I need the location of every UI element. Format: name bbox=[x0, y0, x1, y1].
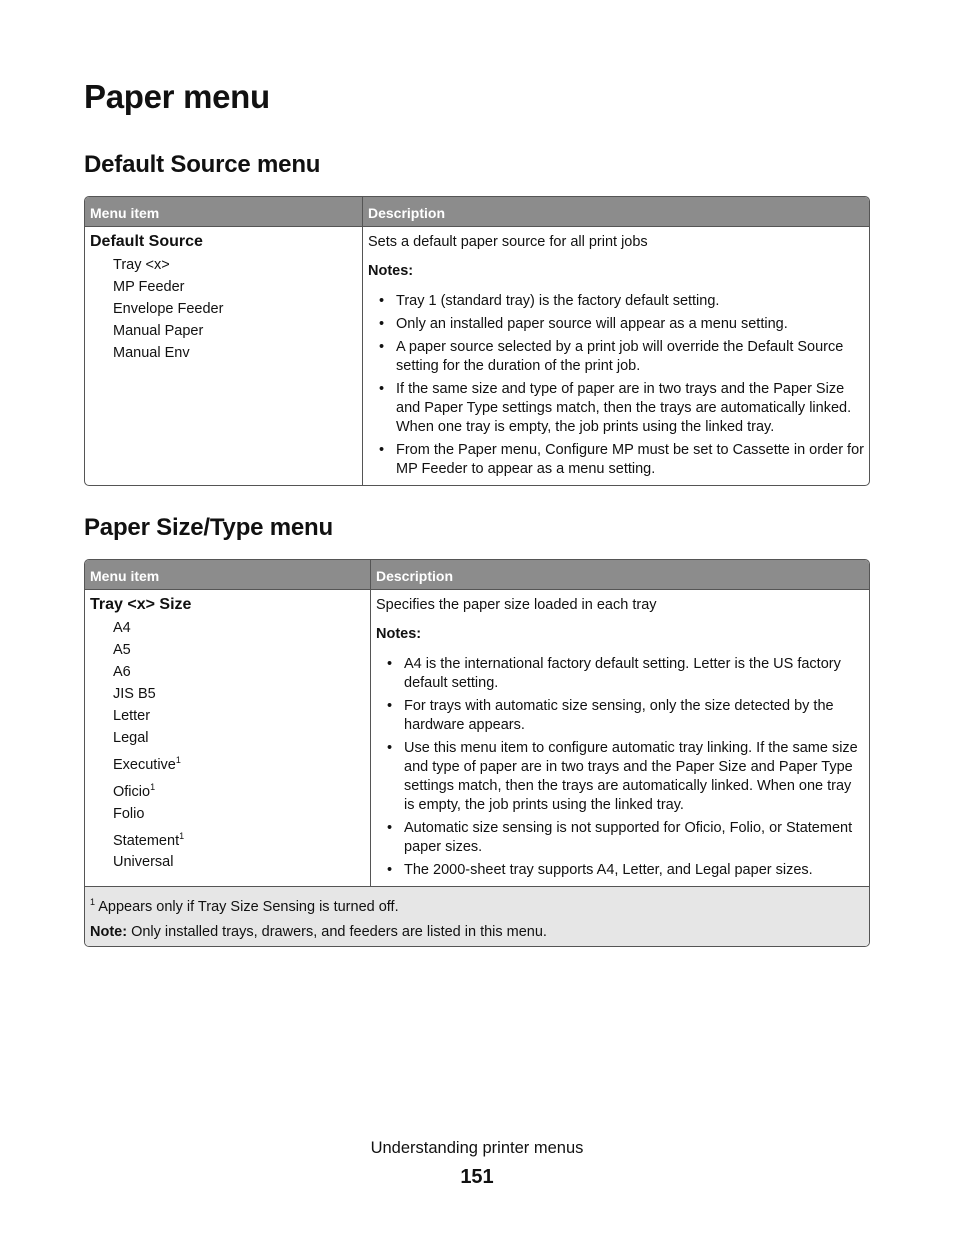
note-item bbox=[376, 697, 865, 735]
footnote-marker: 1 bbox=[175, 755, 181, 765]
table-header bbox=[85, 560, 869, 589]
page-title: Paper menu bbox=[84, 78, 270, 115]
note-text: A4 is the international factory default setting. Letter is the US factory default setting. bbox=[404, 656, 841, 691]
footnote bbox=[90, 893, 864, 917]
option-item: JIS B5 bbox=[113, 686, 156, 702]
notes-label: Notes: bbox=[376, 626, 422, 642]
note-text: Only an installed paper source will appear as a menu setting. bbox=[396, 316, 788, 332]
bullet-icon: • bbox=[387, 656, 393, 672]
option-item: Envelope Feeder bbox=[113, 301, 224, 317]
bullet-icon: • bbox=[387, 862, 393, 878]
item-title: Tray <x> Size bbox=[90, 596, 192, 613]
bullet-icon: • bbox=[379, 316, 385, 332]
section-heading-paper-size-type: Paper Size/Type menu bbox=[84, 514, 333, 541]
option-item: Letter bbox=[113, 708, 151, 724]
option-item: A4 bbox=[113, 620, 131, 636]
note-item bbox=[376, 861, 865, 880]
menu-item-cell bbox=[85, 590, 370, 886]
option-item: Tray <x> bbox=[113, 257, 170, 273]
note-text: A paper source selected by a print job will override the Default Source setting for the duration of the print job. bbox=[396, 339, 844, 374]
footer-section-title: Understanding printer menus bbox=[370, 1139, 584, 1157]
note-text: Use this menu item to configure automatic tray linking. If the same size and type of paper are in two trays and the Paper Size and Paper Type settings match, then the trays are automatically linked. When one tray is empty, the job prints using the linked tray. bbox=[404, 740, 858, 813]
notes-label: Notes: bbox=[368, 263, 414, 279]
header-description: Description bbox=[370, 560, 869, 589]
header-description: Description bbox=[362, 197, 869, 226]
bullet-icon: • bbox=[387, 698, 393, 714]
option-item: Manual Env bbox=[113, 345, 190, 361]
header-menu-item: Menu item bbox=[90, 568, 160, 584]
option-list bbox=[90, 617, 366, 873]
option-item: Folio bbox=[113, 805, 145, 822]
notes-list bbox=[376, 655, 865, 880]
description-text: Sets a default paper source for all print jobs bbox=[368, 234, 648, 250]
option-item bbox=[113, 825, 366, 852]
note-item bbox=[368, 315, 865, 334]
note-item bbox=[368, 380, 865, 437]
note-item bbox=[368, 338, 865, 376]
table-row bbox=[85, 589, 869, 886]
bullet-icon: • bbox=[387, 740, 393, 756]
note-text: The 2000-sheet tray supports A4, Letter, and Legal paper sizes. bbox=[404, 862, 813, 878]
description-text: Specifies the paper size loaded in each tray bbox=[376, 597, 657, 613]
footnote-marker: 1 bbox=[179, 830, 185, 841]
option-item: Manual Paper bbox=[113, 323, 204, 339]
note-text: For trays with automatic size sensing, only the size detected by the hardware appears. bbox=[404, 698, 834, 733]
note-text: From the Paper menu, Configure MP must be set to Cassette in order for MP Feeder to appear as a menu setting. bbox=[396, 442, 864, 477]
header-menu-item: Menu item bbox=[90, 205, 160, 221]
bullet-icon: • bbox=[379, 293, 385, 309]
notes-list bbox=[368, 292, 865, 479]
bullet-icon: • bbox=[379, 442, 385, 458]
footnote-text: Appears only if Tray Size Sensing is turned off. bbox=[98, 898, 399, 915]
option-label: Oficio bbox=[113, 783, 151, 800]
option-item: MP Feeder bbox=[113, 279, 185, 295]
bullet-icon: • bbox=[379, 381, 385, 397]
option-list bbox=[90, 254, 358, 364]
note-text: If the same size and type of paper are in two trays and the Paper Size and Paper Type settings match, then the trays are automatically linked. When one tray is empty, the job prints using the linked tray. bbox=[396, 381, 852, 435]
note-item bbox=[376, 655, 865, 693]
option-item: A6 bbox=[113, 664, 131, 680]
note-item bbox=[368, 292, 865, 311]
option-label: Statement bbox=[113, 832, 180, 849]
option-item bbox=[113, 776, 366, 803]
description-cell bbox=[362, 227, 869, 485]
option-item: Universal bbox=[113, 854, 174, 871]
item-title: Default Source bbox=[90, 233, 203, 250]
bullet-icon: • bbox=[387, 820, 393, 836]
default-source-table bbox=[84, 196, 870, 486]
table-header bbox=[85, 197, 869, 226]
description-cell bbox=[370, 590, 869, 886]
table-row bbox=[85, 226, 869, 485]
note-label: Note: bbox=[90, 923, 128, 940]
note-text: Tray 1 (standard tray) is the factory default setting. bbox=[396, 293, 720, 309]
option-label: Executive bbox=[113, 756, 176, 773]
note-text: Automatic size sensing is not supported for Oficio, Folio, or Statement paper sizes. bbox=[404, 820, 853, 855]
note-item bbox=[376, 819, 865, 857]
option-item bbox=[113, 749, 366, 776]
menu-item-cell bbox=[85, 227, 362, 485]
footnote-marker: 1 bbox=[150, 781, 156, 792]
note-item bbox=[368, 441, 865, 479]
section-heading-default-source: Default Source menu bbox=[84, 151, 321, 178]
table-footer bbox=[85, 886, 869, 946]
page-number: 151 bbox=[460, 1166, 494, 1188]
bullet-icon: • bbox=[379, 339, 385, 355]
note-text: Only installed trays, drawers, and feeders are listed in this menu. bbox=[131, 923, 547, 940]
option-item: Legal bbox=[113, 730, 149, 746]
paper-size-type-table bbox=[84, 559, 870, 947]
note-item bbox=[376, 739, 865, 815]
footnote-marker: 1 bbox=[90, 897, 96, 907]
option-item: A5 bbox=[113, 642, 131, 658]
table-note bbox=[90, 923, 864, 942]
